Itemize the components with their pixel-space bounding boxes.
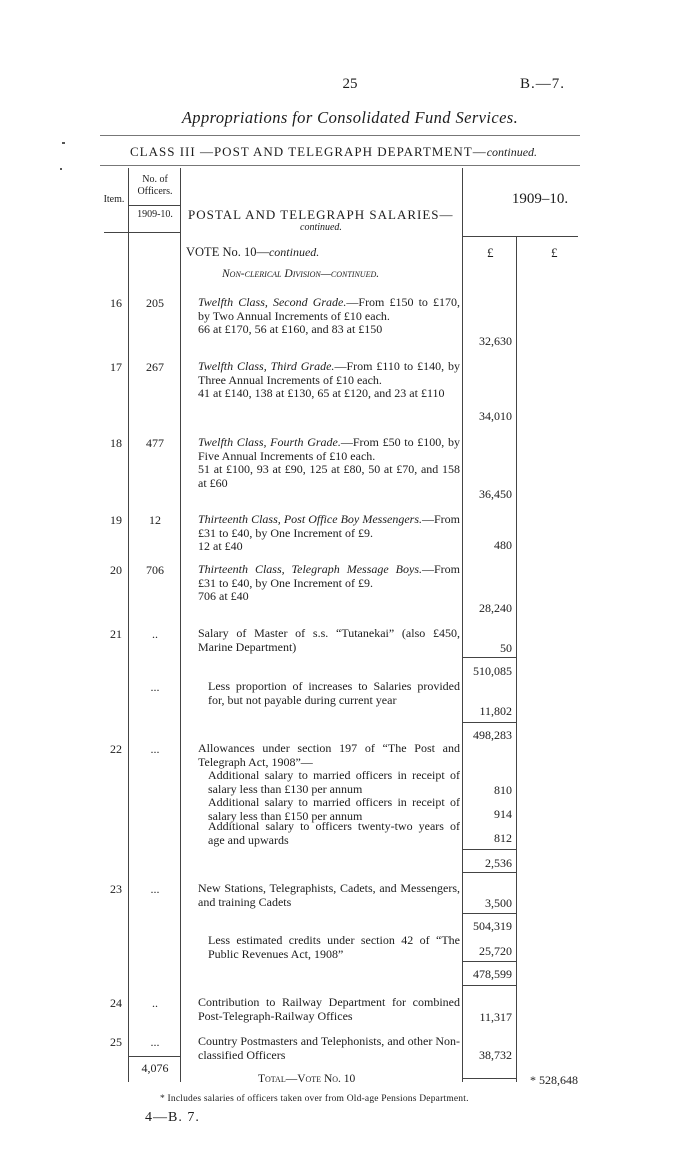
row-main: —From £110 to £140, by Three Annual Increments of £10 each. [198, 359, 460, 387]
pound-sign-1: £ [487, 245, 494, 260]
country-postmasters-text: Country Postmasters and Telephonists, and other Non-classified Officers [198, 1034, 460, 1062]
officers-count: ... [150, 1035, 160, 1049]
subtotal2-rule [462, 913, 516, 914]
officers-count: 205 [146, 296, 164, 310]
railway-contribution-amount: 11,317 [479, 1010, 512, 1024]
col-divider-desc [462, 168, 463, 1082]
class-heading [130, 144, 537, 160]
allowance-item: Additional salary to officers twenty-two years of age and upwards [208, 819, 460, 847]
col-divider-item [128, 168, 129, 1082]
officers-count: ... [150, 882, 160, 896]
total-amount: * 528,648 [530, 1073, 578, 1087]
row-description [198, 513, 460, 554]
vote-cont: continued. [268, 245, 320, 259]
row-description: Salary of Master of s.s. “Tutanekai” (also £450, Marine Department) [198, 626, 460, 654]
salaries-heading-cont: continued. [300, 222, 342, 233]
total-label: Total—Vote No. 10 [258, 1073, 356, 1085]
item-number: 18 [110, 436, 122, 450]
item-number: 16 [110, 296, 122, 310]
year-column-header: 1909–10. [511, 191, 569, 207]
less-increases-text: Less proportion of increases to Salaries provided for, but not payable during current year [208, 679, 460, 707]
row-detail: 706 at £40 [198, 589, 249, 603]
row-main: —From £150 to £170, by Two Annual Increments of £10 each. [198, 295, 461, 323]
year-head-rule [462, 236, 578, 237]
scan-speck [62, 142, 65, 144]
row-title: Twelfth Class, Fourth Grade. [198, 435, 341, 449]
row-amount: 480 [494, 538, 512, 552]
item-number: 24 [110, 996, 122, 1010]
subtotal2-amount: 504,319 [473, 919, 512, 933]
row-title: Thirteenth Class, Telegraph Message Boys. [198, 562, 422, 576]
row-description [198, 296, 460, 337]
row-main: —From £31 to £40, by One Increment of £9. [198, 512, 460, 540]
subtotal-rule [462, 657, 516, 658]
class-rule [100, 165, 580, 166]
net2-amount: 478,599 [473, 967, 512, 981]
division-heading [222, 268, 379, 280]
page-number: 25 [342, 76, 358, 92]
item-number: 20 [110, 563, 122, 577]
class-heading-text: CLASS III —POST AND TELEGRAPH DEPARTMENT— [130, 144, 487, 159]
grand-total-rule [462, 1078, 516, 1079]
net2-rule [462, 961, 516, 962]
row-title: Twelfth Class, Third Grade. [198, 359, 335, 373]
page-title: Appropriations for Consolidated Fund Services. [181, 108, 519, 127]
document-reference: B.—7. [520, 76, 566, 92]
item-head-rule [104, 232, 128, 233]
row-detail: 51 at £100, 93 at £90, 125 at £80, 50 at £70, and 158 at £60 [198, 462, 460, 490]
less-credits-amount: 25,720 [479, 944, 512, 958]
allowance-amount: 812 [494, 831, 512, 845]
item-number: 17 [110, 360, 122, 374]
railway-contribution-text: Contribution to Railway Department for combined Post-Telegraph-Railway Offices [198, 995, 460, 1023]
row-detail: 66 at £170, 56 at £160, and 83 at £150 [198, 322, 383, 336]
division-text: Non-clerical Division—continued. [222, 268, 380, 280]
officers-head-rule [128, 205, 180, 206]
scan-speck [60, 168, 62, 170]
row-detail: 41 at £140, 138 at £130, 65 at £120, and 23 at £110 [198, 386, 445, 400]
row-amount: 32,630 [479, 334, 512, 348]
row-main: —From £31 to £40, by One Increment of £9. [198, 562, 460, 590]
page-signature: 4—B. 7. [145, 1110, 200, 1125]
new-stations-text: New Stations, Telegraphists, Cadets, and Messengers, and training Cadets [198, 881, 460, 909]
title-rule [100, 135, 580, 136]
officers-count: ... [150, 742, 160, 756]
item-number: 25 [110, 1035, 122, 1049]
officers-year-header: 1909-10. [137, 209, 173, 220]
officers-count: 267 [146, 360, 164, 374]
row-title: Twelfth Class, Second Grade. [198, 295, 347, 309]
allowance-total: 2,536 [485, 856, 512, 870]
row-description [198, 436, 460, 490]
officers-count: .. [152, 627, 158, 641]
officers-count: 706 [146, 563, 164, 577]
row-amount: 36,450 [479, 487, 512, 501]
row-amount: 34,010 [479, 409, 512, 423]
row-description [198, 360, 460, 401]
officers-total: 4,076 [141, 1061, 169, 1075]
less-credits-text: Less estimated credits under section 42 of “The Public Revenues Act, 1908” [208, 933, 460, 961]
vote-heading [186, 245, 319, 260]
allowance-total-rule [462, 849, 516, 850]
allowance-total-rule-2 [462, 872, 516, 873]
col-divider-amount [516, 236, 517, 1082]
row-amount: 28,240 [479, 601, 512, 615]
pound-sign-2: £ [551, 245, 558, 260]
row-description [198, 563, 460, 604]
item-number: 19 [110, 513, 122, 527]
row-title: Thirteenth Class, Post Office Boy Messengers. [198, 512, 422, 526]
new-stations-amount: 3,500 [485, 896, 512, 910]
class-heading-cont: continued. [486, 145, 538, 159]
officers-count: 477 [146, 436, 164, 450]
row-detail: 12 at £40 [198, 539, 243, 553]
footnote: * Includes salaries of officers taken over from Old-age Pensions Department. [160, 1094, 469, 1104]
vote-label: VOTE No. 10— [186, 245, 269, 259]
allowances-text: Allowances under section 197 of “The Post and Telegraph Act, 1908”— [198, 741, 460, 769]
officers-count: ... [150, 680, 160, 694]
less-increases-amount: 11,802 [479, 704, 512, 718]
item-number: 22 [110, 742, 122, 756]
allowance-item: Additional salary to married officers in receipt of salary less than £130 per annum [208, 768, 460, 796]
allowance-item: Additional salary to married officers in receipt of salary less than £150 per annum [208, 795, 460, 823]
allowance-amount: 810 [494, 783, 512, 797]
country-postmasters-amount: 38,732 [479, 1048, 512, 1062]
item-number: 23 [110, 882, 122, 896]
officers-count: .. [152, 996, 158, 1010]
net-rule [462, 722, 516, 723]
item-column-header: Item. [103, 194, 125, 205]
net-amount: 498,283 [473, 728, 512, 742]
row-amount: 50 [500, 641, 512, 655]
officers-count: 12 [149, 513, 161, 527]
salaries-heading: POSTAL AND TELEGRAPH SALARIES— [188, 207, 454, 222]
row-main: —From £50 to £100, by Five Annual Increments of £10 each. [198, 435, 460, 463]
officers-head-rule-2 [128, 232, 180, 233]
subtotal-amount: 510,085 [473, 664, 512, 678]
officers-column-header: No. of Officers. [137, 174, 173, 197]
net2-rule-2 [462, 985, 516, 986]
officers-total-rule [128, 1056, 180, 1057]
col-divider-officers [180, 168, 181, 1082]
allowance-amount: 914 [494, 807, 512, 821]
item-number: 21 [110, 627, 122, 641]
